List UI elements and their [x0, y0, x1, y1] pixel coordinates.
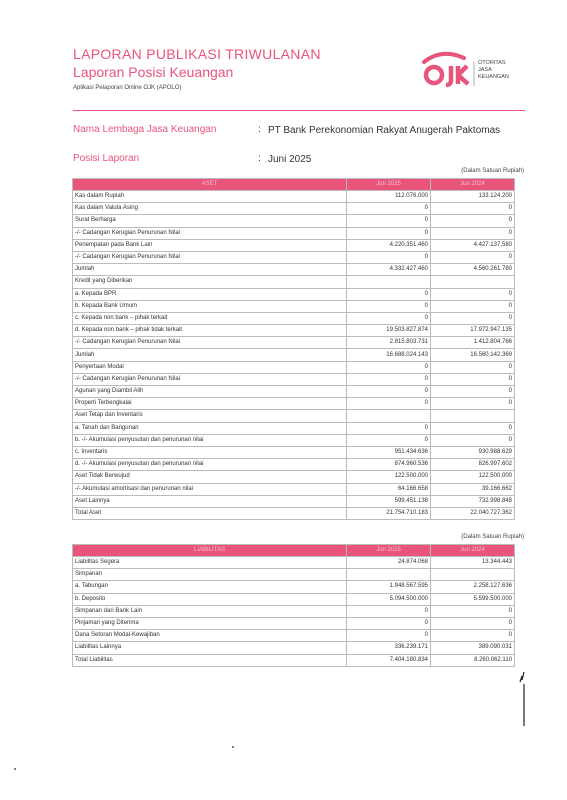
row-label: Dana Setoran Modal-Kewajiban: [73, 630, 347, 642]
report-title: LAPORAN PUBLIKASI TRIWULANAN: [73, 46, 321, 62]
value-previous: 0: [431, 617, 515, 629]
asset-row: [73, 434, 515, 446]
value-current: 336.239.171: [347, 642, 431, 654]
value-previous: 16.560.142.369: [431, 349, 515, 361]
report-source: Aplikasi Pelaporan Online OJK (APOLO): [73, 85, 182, 91]
asset-row: [73, 312, 515, 324]
value-current: 16.688.024.143: [347, 349, 431, 361]
value-current: 0: [347, 434, 431, 446]
period-value: Juni 2025: [268, 154, 312, 165]
row-label: Aset Tetap dan Inventaris: [73, 410, 347, 422]
value-current: 951.434.636: [347, 446, 431, 458]
value-current: 0: [347, 300, 431, 312]
value-previous: [431, 569, 515, 581]
value-previous: 4.427.137.580: [431, 239, 515, 251]
value-current: 24.874.068: [347, 557, 431, 569]
row-label: b. Kepada Bank Umum: [73, 300, 347, 312]
report-subtitle: Laporan Posisi Keuangan: [73, 64, 234, 80]
value-previous: 0: [431, 215, 515, 227]
row-label: Kas dalam Rupiah: [73, 191, 347, 203]
row-label: Jumlah: [73, 349, 347, 361]
value-previous: [431, 276, 515, 288]
asset-row: [73, 239, 515, 251]
liabilities-header-current: Jun 2025: [347, 545, 431, 557]
assets-unit-note: (Dalam Satuan Rupiah): [461, 168, 524, 174]
value-previous: 389.090.031: [431, 642, 515, 654]
row-label: c. Kepada non bank – pihak terkait: [73, 312, 347, 324]
asset-row: [73, 410, 515, 422]
value-current: 599.451.138: [347, 495, 431, 507]
value-previous: 2.258.127.636: [431, 581, 515, 593]
value-current: 7.404.180.834: [347, 654, 431, 666]
value-current: 874.960.536: [347, 459, 431, 471]
value-current: 122.500.000: [347, 471, 431, 483]
row-label: Penyertaan Modal: [73, 361, 347, 373]
row-label: Penempatan pada Bank Lain: [73, 239, 347, 251]
value-current: 0: [347, 386, 431, 398]
row-label: Kredit yang Diberikan: [73, 276, 347, 288]
asset-row: [73, 361, 515, 373]
value-previous: 0: [431, 227, 515, 239]
asset-row: [73, 215, 515, 227]
asset-row: [73, 227, 515, 239]
assets-header-label: ASET: [73, 179, 347, 191]
scan-speck: [232, 746, 234, 748]
asset-row: [73, 325, 515, 337]
row-label: Aset Lainnya: [73, 495, 347, 507]
value-current: 1.948.567.595: [347, 581, 431, 593]
row-label: Aset Tidak Berwujud: [73, 471, 347, 483]
value-previous: 8.260.062.110: [431, 654, 515, 666]
value-current: 5.094.500.000: [347, 593, 431, 605]
asset-row: [73, 471, 515, 483]
value-previous: 0: [431, 398, 515, 410]
liability-row: [73, 557, 515, 569]
asset-row: [73, 386, 515, 398]
value-current: 0: [347, 630, 431, 642]
liability-row: [73, 605, 515, 617]
period-label: Posisi Laporan: [73, 153, 140, 164]
header-divider: [73, 110, 525, 111]
liabilities-unit-note: (Dalam Satuan Rupiah): [461, 534, 524, 540]
value-current: 0: [347, 251, 431, 263]
row-label: Simpanan: [73, 569, 347, 581]
asset-row: [73, 300, 515, 312]
row-label: Total Liabilitas: [73, 654, 347, 666]
row-label: a. Tabungan: [73, 581, 347, 593]
row-label: b. -/- Akumulasi penyusutan dan penurunan nilai: [73, 434, 347, 446]
value-current: 112.076.000: [347, 191, 431, 203]
value-current: 0: [347, 422, 431, 434]
value-current: 0: [347, 617, 431, 629]
row-label: Surat Berharga: [73, 215, 347, 227]
period-colon: :: [258, 153, 261, 164]
value-previous: 732.998.848: [431, 495, 515, 507]
liability-row: [73, 569, 515, 581]
asset-row: [73, 459, 515, 471]
value-current: 21.754.710.183: [347, 507, 431, 519]
asset-row: [73, 191, 515, 203]
row-label: Liabilitas Lainnya: [73, 642, 347, 654]
value-current: 0: [347, 605, 431, 617]
row-label: -/- Cadangan Kerugian Penurunan Nilai: [73, 373, 347, 385]
value-current: 0: [347, 398, 431, 410]
institution-label: Nama Lembaga Jasa Keuangan: [73, 124, 217, 135]
value-previous: 122.500.000: [431, 471, 515, 483]
asset-row: [73, 398, 515, 410]
assets-header-row: [73, 179, 515, 191]
value-previous: 0: [431, 288, 515, 300]
value-previous: 4.560.261.780: [431, 264, 515, 276]
assets-table: [72, 178, 515, 520]
row-label: a. Kepada BPR: [73, 288, 347, 300]
asset-row: [73, 203, 515, 215]
row-label: -/- Cadangan Kerugian Penurunan Nilai: [73, 251, 347, 263]
value-previous: 0: [431, 630, 515, 642]
ojk-logo: [420, 48, 530, 88]
value-current: [347, 276, 431, 288]
asset-row: [73, 507, 515, 519]
asset-row: [73, 251, 515, 263]
value-current: 0: [347, 203, 431, 215]
scan-speck: [14, 768, 16, 770]
value-previous: 17.972.947.135: [431, 325, 515, 337]
row-label: d. -/- Akumulasi penyusutan dan penurunan nilai: [73, 459, 347, 471]
liability-row: [73, 617, 515, 629]
assets-header-current: Jun 2025: [347, 179, 431, 191]
row-label: c. Inventaris: [73, 446, 347, 458]
ojk-logo-text: [478, 60, 509, 81]
row-label: d. Kepada non bank – pihak tidak terkait: [73, 325, 347, 337]
assets-header-previous: Jun 2024: [431, 179, 515, 191]
value-previous: 0: [431, 203, 515, 215]
liabilities-header-label: LIABILITAS: [73, 545, 347, 557]
value-previous: 5.599.500.000: [431, 593, 515, 605]
row-label: -/- Akumulasi amortisasi dan penurunan nilai: [73, 483, 347, 495]
value-current: [347, 410, 431, 422]
value-previous: 826.997.602: [431, 459, 515, 471]
value-current: 0: [347, 361, 431, 373]
row-label: -/- Cadangan Kerugian Penurunan Nilai: [73, 227, 347, 239]
value-previous: 0: [431, 434, 515, 446]
value-current: 0: [347, 227, 431, 239]
value-previous: 0: [431, 312, 515, 324]
value-current: 4.220.351.460: [347, 239, 431, 251]
row-label: -/- Cadangan Kerugian Penurunan Nilai: [73, 337, 347, 349]
value-current: 0: [347, 288, 431, 300]
asset-row: [73, 276, 515, 288]
value-current: 0: [347, 373, 431, 385]
value-previous: 13.344.443: [431, 557, 515, 569]
institution-value: PT Bank Perekonomian Rakyat Anugerah Paktomas: [268, 125, 501, 136]
value-current: 2.815.803.731: [347, 337, 431, 349]
value-previous: [431, 410, 515, 422]
value-previous: 0: [431, 251, 515, 263]
value-previous: 0: [431, 605, 515, 617]
value-previous: 0: [431, 422, 515, 434]
value-current: 64.166.658: [347, 483, 431, 495]
row-label: a. Tanah dan Bangunan: [73, 422, 347, 434]
value-previous: 930.988.629: [431, 446, 515, 458]
asset-row: [73, 422, 515, 434]
liability-row: [73, 581, 515, 593]
liability-row: [73, 654, 515, 666]
liabilities-table: [72, 544, 515, 667]
value-previous: 1.412.804.766: [431, 337, 515, 349]
liabilities-header-previous: Jun 2024: [431, 545, 515, 557]
liability-row: [73, 642, 515, 654]
value-current: 19.503.827.874: [347, 325, 431, 337]
logo-text-line: JASA: [478, 67, 492, 73]
value-previous: 0: [431, 373, 515, 385]
logo-text-line: KEUANGAN: [478, 74, 509, 80]
asset-row: [73, 446, 515, 458]
value-current: 4.332.427.460: [347, 264, 431, 276]
row-label: Total Aset: [73, 507, 347, 519]
value-current: 0: [347, 312, 431, 324]
logo-text-line: OTORITAS: [478, 60, 506, 66]
row-label: Liabilitas Segera: [73, 557, 347, 569]
liabilities-header-row: [73, 545, 515, 557]
institution-colon: :: [258, 124, 261, 135]
asset-row: [73, 483, 515, 495]
value-previous: 39.166.662: [431, 483, 515, 495]
asset-row: [73, 373, 515, 385]
value-previous: 133.124.200: [431, 191, 515, 203]
row-label: Simpanan dari Bank Lain: [73, 605, 347, 617]
row-label: b. Deposito: [73, 593, 347, 605]
row-label: Properti Terbengkalai: [73, 398, 347, 410]
value-current: 0: [347, 215, 431, 227]
row-label: Jumlah: [73, 264, 347, 276]
signature-mark: [510, 670, 530, 730]
value-current: [347, 569, 431, 581]
value-previous: 22.040.727.362: [431, 507, 515, 519]
value-previous: 0: [431, 300, 515, 312]
liability-row: [73, 593, 515, 605]
row-label: Kas dalam Valuta Asing: [73, 203, 347, 215]
asset-row: [73, 264, 515, 276]
asset-row: [73, 349, 515, 361]
value-previous: 0: [431, 361, 515, 373]
liability-row: [73, 630, 515, 642]
row-label: Pinjaman yang Diterima: [73, 617, 347, 629]
asset-row: [73, 288, 515, 300]
asset-row: [73, 337, 515, 349]
value-previous: 0: [431, 386, 515, 398]
asset-row: [73, 495, 515, 507]
row-label: Agunan yang Diambil Alih: [73, 386, 347, 398]
